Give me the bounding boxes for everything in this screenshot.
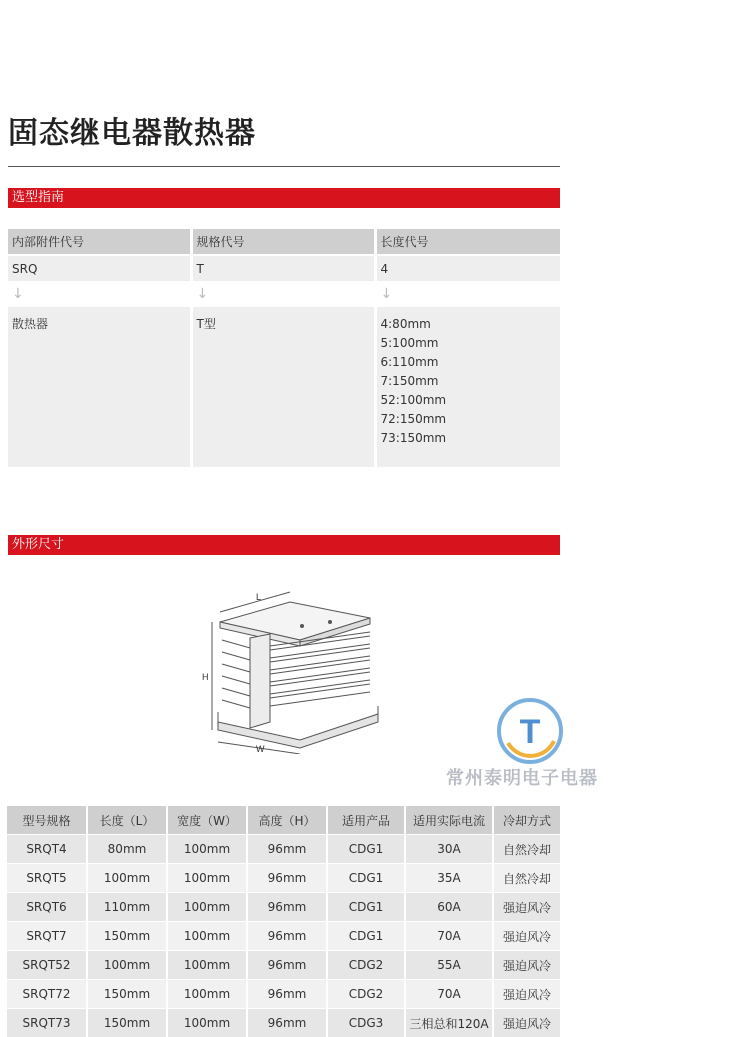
- company-watermark-text: 常州泰明电子电器: [446, 764, 598, 790]
- selection-header-spec: 规格代号: [191, 229, 375, 255]
- cell-current: 30A: [405, 835, 493, 864]
- selection-code-length: 4: [375, 255, 560, 281]
- length-code-item: 4:80mm: [381, 315, 557, 334]
- cell-product: CDG1: [327, 864, 405, 893]
- cell-cooling: 强迫风冷: [493, 1009, 560, 1037]
- cell-model: SRQT52: [7, 951, 87, 980]
- cell-width: 100mm: [167, 835, 247, 864]
- selection-arrow-row: [8, 281, 560, 307]
- spec-table: [7, 806, 560, 1037]
- logo-letter: T: [520, 713, 541, 751]
- selection-code-part: SRQ: [8, 255, 191, 281]
- cell-model: SRQT72: [7, 980, 87, 1009]
- table-row: [7, 893, 560, 922]
- selection-guide-table: [8, 229, 560, 467]
- selection-header-length: 长度代号: [375, 229, 560, 255]
- table-row: [7, 864, 560, 893]
- cell-length: 110mm: [87, 893, 167, 922]
- cell-height: 96mm: [247, 835, 327, 864]
- cell-cooling: 强迫风冷: [493, 922, 560, 951]
- cell-length: 150mm: [87, 980, 167, 1009]
- cell-product: CDG2: [327, 980, 405, 1009]
- spec-header-width: 宽度（W）: [167, 806, 247, 835]
- length-code-item: 72:150mm: [381, 410, 557, 429]
- selection-meaning-row: [8, 307, 560, 467]
- cell-current: 35A: [405, 864, 493, 893]
- cell-product: CDG1: [327, 893, 405, 922]
- cell-current: 三相总和120A: [405, 1009, 493, 1037]
- cell-model: SRQT5: [7, 864, 87, 893]
- width-dimension-label: W: [256, 744, 265, 754]
- length-code-item: 6:110mm: [381, 353, 557, 372]
- table-row: [7, 951, 560, 980]
- spec-header-length: 长度（L）: [87, 806, 167, 835]
- cell-model: SRQT4: [7, 835, 87, 864]
- cell-current: 70A: [405, 980, 493, 1009]
- cell-width: 100mm: [167, 980, 247, 1009]
- table-row: [7, 980, 560, 1009]
- cell-current: 70A: [405, 922, 493, 951]
- cell-model: SRQT7: [7, 922, 87, 951]
- cell-product: CDG2: [327, 951, 405, 980]
- cell-length: 80mm: [87, 835, 167, 864]
- cell-cooling: 强迫风冷: [493, 893, 560, 922]
- table-row: [7, 1009, 560, 1037]
- selection-code-row: [8, 255, 560, 281]
- cell-model: SRQT6: [7, 893, 87, 922]
- cell-height: 96mm: [247, 864, 327, 893]
- cell-height: 96mm: [247, 980, 327, 1009]
- down-arrow-icon: ↓: [381, 286, 393, 302]
- spec-header-current: 适用实际电流: [405, 806, 493, 835]
- table-row: [7, 922, 560, 951]
- cell-product: CDG1: [327, 835, 405, 864]
- cell-height: 96mm: [247, 893, 327, 922]
- cell-width: 100mm: [167, 893, 247, 922]
- cell-width: 100mm: [167, 1009, 247, 1037]
- down-arrow-icon: ↓: [197, 286, 209, 302]
- spec-header-product: 适用产品: [327, 806, 405, 835]
- cell-width: 100mm: [167, 922, 247, 951]
- length-code-item: 73:150mm: [381, 429, 557, 448]
- spec-header-row: [7, 806, 560, 835]
- length-dimension-label: L: [256, 592, 261, 602]
- spec-header-cooling: 冷却方式: [493, 806, 560, 835]
- length-code-item: 52:100mm: [381, 391, 557, 410]
- cell-width: 100mm: [167, 951, 247, 980]
- selection-header-part: 内部附件代号: [8, 229, 191, 255]
- cell-length: 150mm: [87, 1009, 167, 1037]
- cell-length: 100mm: [87, 951, 167, 980]
- length-code-item: 7:150mm: [381, 372, 557, 391]
- selection-header-row: [8, 229, 560, 255]
- cell-model: SRQT73: [7, 1009, 87, 1037]
- cell-cooling: 强迫风冷: [493, 980, 560, 1009]
- cell-cooling: 自然冷却: [493, 835, 560, 864]
- cell-product: CDG1: [327, 922, 405, 951]
- spec-header-model: 型号规格: [7, 806, 87, 835]
- cell-width: 100mm: [167, 864, 247, 893]
- selection-meaning-part: 散热器: [8, 307, 191, 467]
- page-title: 固态继电器散热器: [8, 108, 256, 152]
- selection-meaning-spec: T型: [191, 307, 375, 467]
- spec-header-height: 高度（H）: [247, 806, 327, 835]
- heatsink-drawing: [190, 582, 390, 754]
- section-bar-selection-guide: 选型指南: [8, 188, 560, 208]
- table-row: [7, 835, 560, 864]
- cell-current: 60A: [405, 893, 493, 922]
- cell-cooling: 自然冷却: [493, 864, 560, 893]
- cell-cooling: 强迫风冷: [493, 951, 560, 980]
- section-bar-dimensions: 外形尺寸: [8, 535, 560, 555]
- cell-height: 96mm: [247, 1009, 327, 1037]
- length-code-list: [381, 315, 557, 448]
- cell-height: 96mm: [247, 922, 327, 951]
- cell-length: 100mm: [87, 864, 167, 893]
- cell-product: CDG3: [327, 1009, 405, 1037]
- cell-length: 150mm: [87, 922, 167, 951]
- cell-current: 55A: [405, 951, 493, 980]
- company-logo-icon: [496, 697, 564, 765]
- title-divider: [8, 166, 560, 167]
- height-dimension-label: H: [202, 672, 209, 682]
- down-arrow-icon: ↓: [12, 286, 24, 302]
- cell-height: 96mm: [247, 951, 327, 980]
- selection-code-spec: T: [191, 255, 375, 281]
- length-code-item: 5:100mm: [381, 334, 557, 353]
